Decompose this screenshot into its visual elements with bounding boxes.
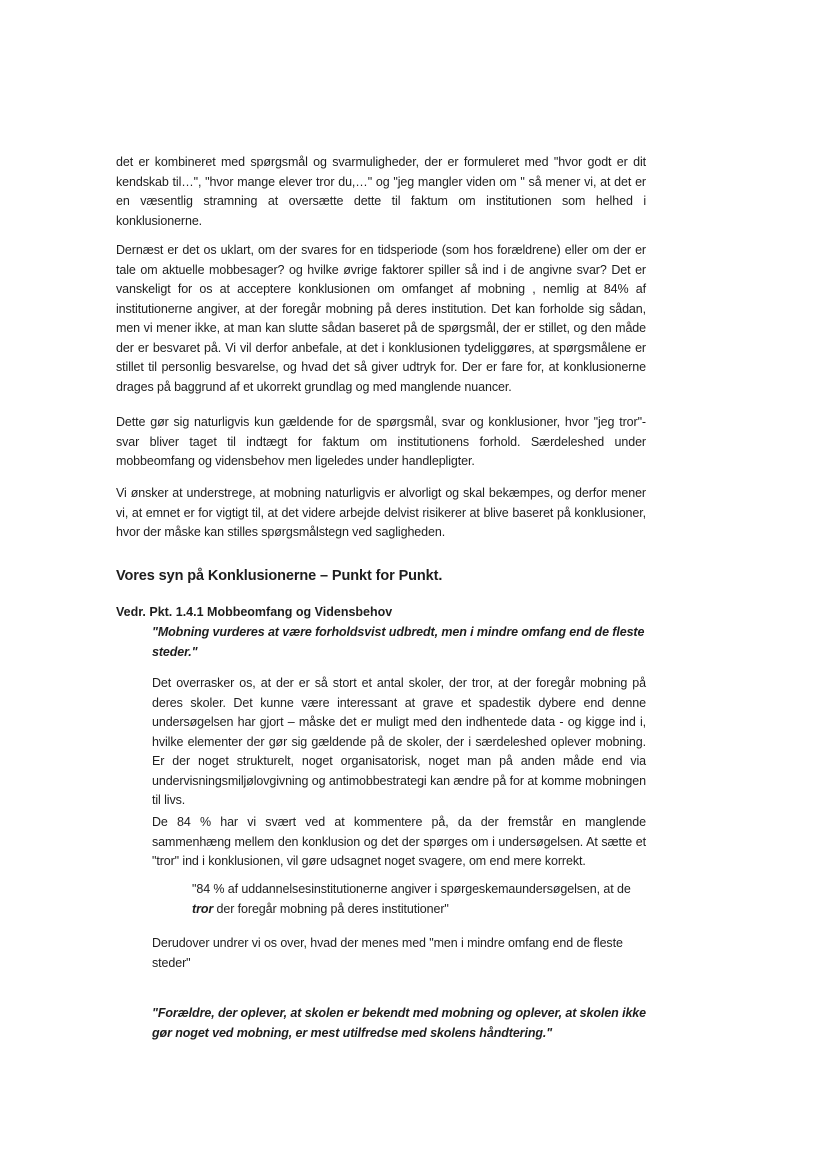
quote-84-percent [192, 880, 646, 919]
paragraph-2: Dernæst er det os uklart, om der svares for en tidsperiode (som hos forældrene) eller om der er tale om aktuelle mobbesager? og hvilke øvrige faktorer spiller så ind i de angivne svar? Det er vanskeligt for os at acceptere konklusionen om omfanget af mobning , nemlig at 84% af institutionerne angiver, at der foregår mobning på deres institution. Det kan forholde sig sådan, men vi mener ikke, at man kan slutte sådan baseret på de spørgsmål, der er stillet, og den måde der er besvaret på. Vi vil derfor anbefale, at det i konklusionen tydeliggøres, at spørgsmålene er stillet til personlig besvarelse, og hvad det så giver udtryk for. Der er fare for, at konklusionerne drages på baggrund af et ukorrekt grundlag og med manglende nuancer. [116, 243, 646, 394]
quote-84-emphasis: tror [192, 901, 214, 916]
subsection-heading: Vedr. Pkt. 1.4.1 Mobbeomfang og Vidensbehov [116, 605, 393, 619]
paragraph-4: Vi ønsker at understrege, at mobning naturligvis er alvorligt og skal bekæmpes, og derfor mener vi, at emnet er for vigtigt til, at det videre arbejde delvist risikerer at blive baseret på konklusioner, hvor der måske kan stilles spørgsmålstegn ved sagligheden. [116, 486, 646, 539]
quote-mobning-vurderes: "Mobning vurderes at være forholdsvist udbredt, men i mindre omfang end de fleste steder." [152, 625, 645, 659]
paragraph-3: Dette gør sig naturligvis kun gældende for de spørgsmål, svar og konklusioner, hvor "jeg tror"-svar bliver taget til indtægt for faktum om institutionens forhold. Særdeleshed under mobbeomfang og vidensbehov men ligeledes under handlepligter. [116, 415, 646, 468]
quote-foraeldre: "Forældre, der oplever, at skolen er bekendt med mobning og oplever, at skolen ikke gør noget ved mobning, er mest utilfredse med skolens håndtering." [152, 1006, 646, 1040]
paragraph-6: De 84 % har vi svært ved at kommentere på, da der fremstår en manglende sammenhæng mellem den konklusion og det der spørges om i undersøgelsen. At sætte et "tror" ind i konklusionen, vil gøre udsagnet noget svagere, om end mere korrekt. [152, 815, 646, 868]
quote-84-part2: der foregår mobning på deres institutioner" [213, 901, 449, 916]
quote-84-part1: "84 % af uddannelsesinstitutionerne angiver i spørgeskemaundersøgelsen, at de [192, 882, 631, 896]
paragraph-5: Det overrasker os, at der er så stort et antal skoler, der tror, at der foregår mobning på deres skoler. Det kunne være interessant at grave et spadestik dybere end denne undersøgelsen har gjort – måske det er muligt med den indhentede data - og kigge ind i, hvilke elementer der gør sig gældende på de skoler, der i særdeleshed oplever mobning. Er der noget strukturelt, noget organisatorisk, noget man på anden måde end via undervisningsmiljølovgivning og antimobbestrategi kan ændre på for at komme mobningen til livs. [152, 676, 646, 807]
paragraph-7: Derudover undrer vi os over, hvad der menes med "men i mindre omfang end de fleste steder" [152, 936, 623, 970]
section-heading: Vores syn på Konklusionerne – Punkt for Punkt. [116, 568, 443, 584]
paragraph-1: det er kombineret med spørgsmål og svarmuligheder, der er formuleret med "hvor godt er dit kendskab til…", "hvor mange elever tror du,…" og "jeg mangler viden om " så mener vi, at det er en væsentlig stramning at oversætte dette til faktum om institutionen som helhed i konklusionerne. [116, 155, 646, 228]
